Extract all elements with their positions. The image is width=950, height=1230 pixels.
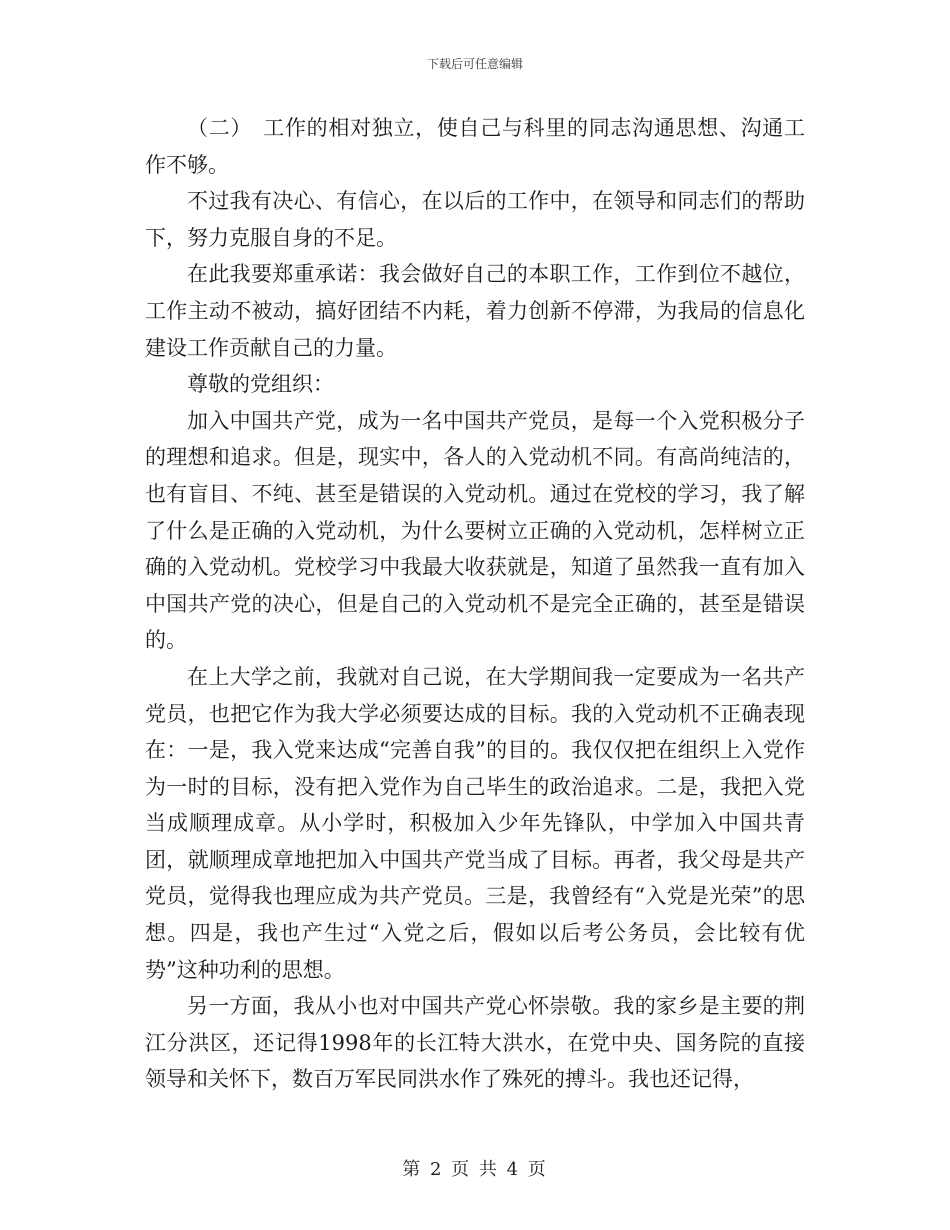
paragraph: （二） 工作的相对独立，使自己与科里的同志沟通思想、沟通工作不够。 (145, 116, 805, 177)
paragraph: 在此我要郑重承诺：我会做好自己的本职工作，工作到位不越位，工作主动不被动，搞好团结不内耗，着力创新不停滞，为我局的信息化建设工作贡献自己的力量。 (145, 262, 805, 360)
salutation: 尊敬的党组织： (187, 372, 334, 397)
paragraph: 不过我有决心、有信心，在以后的工作中，在领导和同志们的帮助下，努力克服自身的不足。 (145, 189, 805, 250)
paragraph: 另一方面，我从小也对中国共产党心怀崇敬。我的家乡是主要的荆江分洪区，还记得1998年的长江特大洪水，在党中央、国务院的直接领导和关怀下，数百万军民同洪水作了殊死的搏斗。我也还记得， (145, 994, 805, 1092)
page-number: 第 2 页 共 4 页 (402, 1159, 548, 1180)
document-body (145, 110, 805, 1098)
page-header: 下载后可任意编辑 (426, 57, 523, 71)
paragraph: 在上大学之前，我就对自己说，在大学期间我一定要成为一名共产党员，也把它作为我大学必须要达成的目标。我的入党动机不正确表现在：一是，我入党来达成“完善自我”的目的。我仅仅把在组织上入党作为一时的目标，没有把入党作为自己毕生的政治追求。二是，我把入党当成顺理成章。从小学时，积极加入少年先锋队，中学加入中国共青团，就顺理成章地把加入中国共产党当成了目标。再者，我父母是共产党员，觉得我也理应成为共产党员。三是，我曾经有“入党是光荣”的思想。四是，我也产生过“入党之后，假如以后考公务员，会比较有优势”这种功利的思想。 (145, 664, 805, 982)
paragraph: 加入中国共产党，成为一名中国共产党员，是每一个入党积极分子的理想和追求。但是，现实中，各人的入党动机不同。有高尚纯洁的，也有盲目、不纯、甚至是错误的入党动机。通过在党校的学习，我了解了什么是正确的入党动机，为什么要树立正确的入党动机，怎样树立正确的入党动机。党校学习中我最大收获就是，知道了虽然我一直有加入中国共产党的决心，但是自己的入党动机不是完全正确的，甚至是错误的。 (145, 408, 805, 653)
